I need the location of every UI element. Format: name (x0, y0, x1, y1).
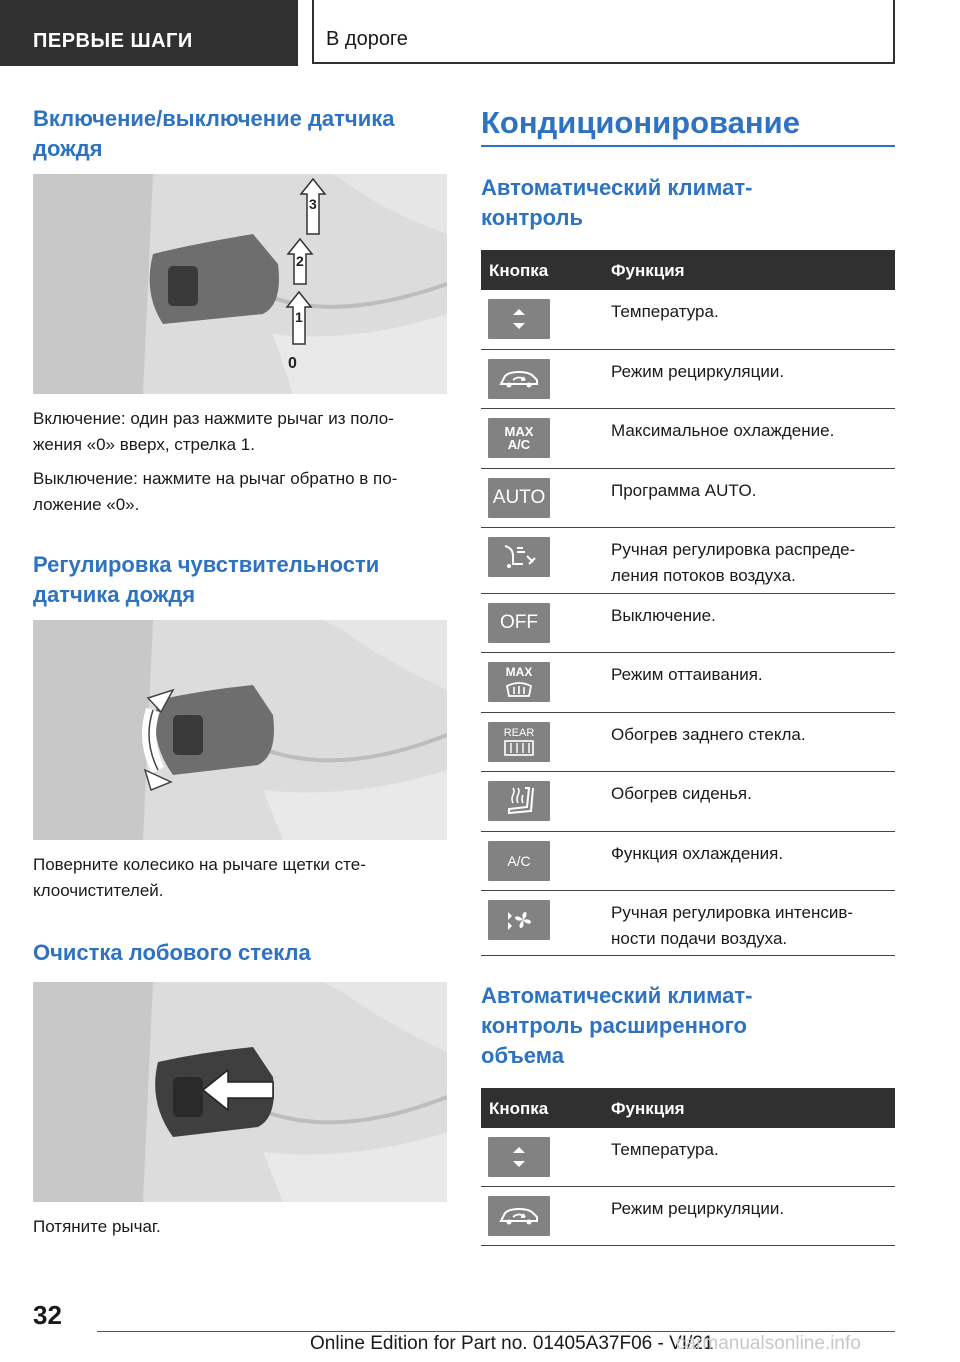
arrow-label-2: 2 (296, 253, 304, 269)
function-text (611, 359, 891, 385)
function-text (611, 299, 891, 325)
auto-climate-table (481, 250, 895, 956)
washer-text: Потяните рычаг. (33, 1217, 161, 1236)
col-function-header: Функция (611, 1099, 685, 1118)
wiper-lever-up-illustration (33, 174, 447, 394)
text-line: жения «0» вверх, стрелка 1. (33, 435, 255, 454)
col-button-header: Кнопка (489, 261, 549, 280)
footer-rule (97, 1331, 895, 1332)
text-line: Режим рециркуляции. (611, 1199, 785, 1218)
text-line: Поверните колесико на рычаге щетки сте- (33, 855, 366, 874)
table-row (481, 772, 895, 832)
heading-line: объема (481, 1043, 564, 1068)
rear-defrost-icon (488, 722, 550, 762)
temperature-arrows-icon (488, 1137, 550, 1177)
text-line: клоочистителей. (33, 881, 164, 900)
fan-speed-icon (488, 900, 550, 940)
table-header (481, 1088, 895, 1128)
col-function-header: Функция (611, 261, 685, 280)
text-line: Температура. (611, 302, 719, 321)
text-line: Режим рециркуляции. (611, 362, 785, 381)
washer-heading: Очистка лобового стекла (33, 940, 311, 965)
recirculation-icon (488, 1196, 550, 1236)
table-row (481, 832, 895, 891)
text-line: Максимальное охлаждение. (611, 421, 835, 440)
rain-sensor-off-text (33, 466, 447, 518)
table-row (481, 713, 895, 772)
col-button-header: Кнопка (489, 1099, 549, 1118)
function-text (611, 1196, 891, 1222)
rain-sensor-figure (33, 174, 447, 394)
washer-figure (33, 982, 447, 1202)
table-row (481, 891, 895, 956)
text-line: Включение: один раз нажмите рычаг из поло- (33, 409, 394, 428)
max-defrost-icon (488, 662, 550, 702)
temperature-arrows-icon (488, 299, 550, 339)
table-row (481, 1128, 895, 1187)
text-line: Выключение. (611, 606, 716, 625)
text-line: ложение «0». (33, 495, 140, 514)
arrow-label-3: 3 (309, 196, 317, 212)
heading-line: контроль расширенного (481, 1013, 747, 1038)
function-text (611, 781, 891, 807)
text-line: Программа AUTO. (611, 481, 757, 500)
table-row (481, 350, 895, 409)
table-row (481, 528, 895, 594)
rain-sensor-on-text (33, 406, 447, 458)
text-line: Обогрев заднего стекла. (611, 725, 806, 744)
sensitivity-text (33, 852, 447, 904)
heading-rule (481, 145, 895, 147)
icon-label-max: MAX (505, 665, 533, 679)
air-distribution-icon (488, 537, 550, 577)
off-icon: OFF (488, 603, 550, 643)
heading-line: Включение/выключение датчика (33, 106, 395, 131)
heading-line: Автоматический климат- (481, 983, 753, 1008)
extended-climate-table (481, 1088, 895, 1246)
footer-edition: Online Edition for Part no. 01405A37F06 - VI/21 (310, 1333, 714, 1354)
arrow-label-0: 0 (288, 355, 297, 372)
function-text (611, 418, 891, 444)
text-line: ности подачи воздуха. (611, 929, 788, 948)
text-line: Режим оттаивания. (611, 665, 763, 684)
table-row (481, 409, 895, 469)
text-line: Выключение: нажмите на рычаг обратно в по- (33, 469, 398, 488)
icon-label-ac: A/C (507, 437, 531, 452)
page-number: 32 (33, 1300, 62, 1330)
ac-icon: A/C (488, 841, 550, 881)
function-text (611, 537, 891, 589)
table-row (481, 469, 895, 528)
function-text (611, 1137, 891, 1163)
text-line: Ручная регулировка распреде- (611, 540, 856, 559)
chapter-title: В дороге (312, 0, 895, 64)
max-ac-icon (488, 418, 550, 458)
function-text (611, 603, 891, 629)
function-text (611, 662, 891, 688)
table-row (481, 594, 895, 653)
text-line: Ручная регулировка интенсив- (611, 903, 854, 922)
table-row (481, 653, 895, 713)
footer-watermark: carmanualsonline.info (676, 1333, 861, 1354)
table-row (481, 290, 895, 350)
section-tab: ПЕРВЫЕ ШАГИ (0, 0, 298, 66)
function-text (611, 900, 891, 952)
function-text (611, 478, 891, 504)
icon-label-max: MAX (504, 424, 534, 439)
recirculation-icon (488, 359, 550, 399)
text-line: Обогрев сиденья. (611, 784, 752, 803)
sensitivity-heading (33, 550, 447, 610)
wiper-wheel-illustration (33, 620, 447, 840)
text-line: Функция охлаждения. (611, 844, 784, 863)
function-text (611, 722, 891, 748)
sensitivity-figure (33, 620, 447, 840)
rain-sensor-heading (33, 104, 447, 164)
seat-heating-icon (488, 781, 550, 821)
icon-label-rear: REAR (503, 727, 535, 739)
heading-line: датчика дождя (33, 582, 196, 607)
wiper-pull-illustration (33, 982, 447, 1202)
heading-line: Регулировка чувствительности (33, 552, 380, 577)
auto-climate-heading (481, 173, 895, 233)
text-line: Температура. (611, 1140, 719, 1159)
heading-line: контроль (481, 205, 584, 230)
table-row (481, 1187, 895, 1246)
table-header (481, 250, 895, 290)
text-line: ления потоков воздуха. (611, 566, 796, 585)
auto-icon: AUTO (488, 478, 550, 518)
heading-line: Автоматический климат- (481, 175, 753, 200)
function-text (611, 841, 891, 867)
arrow-label-1: 1 (295, 309, 303, 325)
page-header (0, 0, 960, 66)
extended-climate-heading (481, 981, 895, 1071)
heading-line: дождя (33, 136, 103, 161)
climate-main-heading: Кондиционирование (481, 105, 800, 140)
